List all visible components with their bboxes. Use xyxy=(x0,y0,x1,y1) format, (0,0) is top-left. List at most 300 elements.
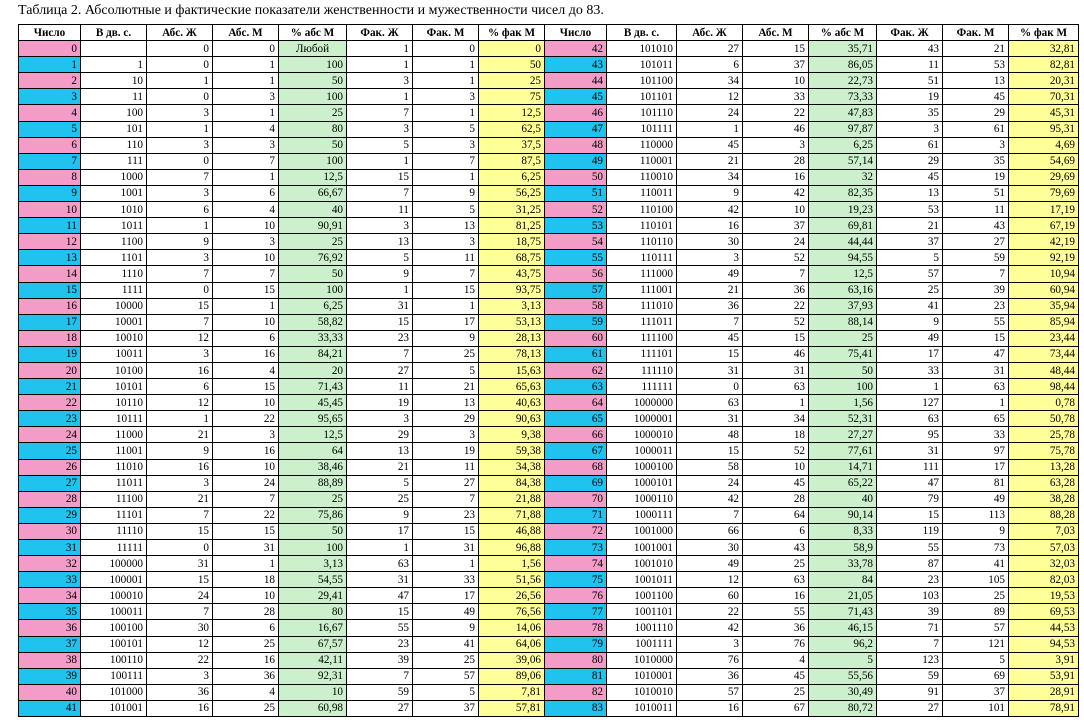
cell-right-binary: 110001 xyxy=(607,153,677,169)
cell-left-abs-m: 16 xyxy=(213,443,279,459)
cell-right-fact-f: 43 xyxy=(877,41,943,57)
cell-left-pct-abs-m: 64 xyxy=(279,443,347,459)
cell-right-fact-f: 27 xyxy=(877,700,943,716)
cell-left-abs-f: 9 xyxy=(147,234,213,250)
cell-right-pct-fact-m: 13,28 xyxy=(1009,459,1079,475)
cell-right-abs-m: 6 xyxy=(743,523,809,539)
cell-right-number: 46 xyxy=(545,105,607,121)
cell-left-number: 19 xyxy=(19,346,81,362)
cell-right-abs-f: 24 xyxy=(677,475,743,491)
cell-left-abs-f: 7 xyxy=(147,266,213,282)
cell-left-binary xyxy=(81,41,147,57)
cell-right-binary: 1001111 xyxy=(607,636,677,652)
cell-right-pct-abs-m: 30,49 xyxy=(809,684,877,700)
cell-right-abs-m: 52 xyxy=(743,250,809,266)
cell-right-fact-f: 23 xyxy=(877,572,943,588)
cell-right-fact-m: 97 xyxy=(943,443,1009,459)
cell-left-pct-fact-m: 76,56 xyxy=(479,604,545,620)
cell-right-pct-fact-m: 35,94 xyxy=(1009,298,1079,314)
cell-right-pct-abs-m: 46,15 xyxy=(809,620,877,636)
cell-right-abs-m: 22 xyxy=(743,105,809,121)
cell-right-pct-abs-m: 1,56 xyxy=(809,395,877,411)
cell-left-abs-m: 4 xyxy=(213,362,279,378)
cell-right-number: 77 xyxy=(545,604,607,620)
cell-left-pct-fact-m: 68,75 xyxy=(479,250,545,266)
cell-right-fact-m: 15 xyxy=(943,330,1009,346)
cell-right-abs-m: 42 xyxy=(743,185,809,201)
cell-left-pct-abs-m: 95,65 xyxy=(279,411,347,427)
cell-right-pct-abs-m: 86,05 xyxy=(809,57,877,73)
cell-left-pct-fact-m: 57,81 xyxy=(479,700,545,716)
cell-left-pct-fact-m: 9,38 xyxy=(479,427,545,443)
cell-left-fact-m: 27 xyxy=(413,475,479,491)
cell-left-fact-m: 0 xyxy=(413,41,479,57)
cell-right-fact-f: 31 xyxy=(877,443,943,459)
cell-left-number: 18 xyxy=(19,330,81,346)
cell-right-pct-fact-m: 25,78 xyxy=(1009,427,1079,443)
cell-right-abs-f: 30 xyxy=(677,540,743,556)
cell-right-fact-m: 11 xyxy=(943,202,1009,218)
cell-right-abs-f: 34 xyxy=(677,73,743,89)
cell-left-abs-m: 7 xyxy=(213,266,279,282)
cell-left-abs-f: 3 xyxy=(147,346,213,362)
col-header: % абс М xyxy=(809,25,877,41)
cell-left-fact-f: 11 xyxy=(347,202,413,218)
cell-right-pct-fact-m: 82,81 xyxy=(1009,57,1079,73)
cell-left-abs-m: 7 xyxy=(213,153,279,169)
cell-left-fact-m: 13 xyxy=(413,395,479,411)
table-row xyxy=(19,298,1079,314)
cell-left-number: 17 xyxy=(19,314,81,330)
cell-right-fact-m: 53 xyxy=(943,57,1009,73)
cell-left-number: 9 xyxy=(19,185,81,201)
cell-left-fact-f: 7 xyxy=(347,668,413,684)
cell-right-fact-m: 105 xyxy=(943,572,1009,588)
cell-right-abs-m: 10 xyxy=(743,202,809,218)
cell-right-binary: 1001010 xyxy=(607,556,677,572)
col-header: В дв. с. xyxy=(81,25,147,41)
cell-left-fact-m: 5 xyxy=(413,121,479,137)
cell-right-fact-f: 127 xyxy=(877,395,943,411)
cell-right-pct-abs-m: 75,41 xyxy=(809,346,877,362)
cell-right-binary: 110110 xyxy=(607,234,677,250)
cell-right-pct-abs-m: 80,72 xyxy=(809,700,877,716)
cell-left-abs-m: 1 xyxy=(213,73,279,89)
cell-left-abs-f: 6 xyxy=(147,202,213,218)
cell-left-fact-m: 1 xyxy=(413,105,479,121)
cell-left-fact-f: 29 xyxy=(347,427,413,443)
cell-left-number: 37 xyxy=(19,636,81,652)
cell-left-abs-m: 10 xyxy=(213,459,279,475)
cell-left-pct-abs-m: 90,91 xyxy=(279,218,347,234)
cell-left-abs-f: 30 xyxy=(147,620,213,636)
cell-right-pct-fact-m: 73,44 xyxy=(1009,346,1079,362)
cell-right-fact-m: 5 xyxy=(943,652,1009,668)
cell-left-abs-f: 0 xyxy=(147,540,213,556)
col-header: % фак М xyxy=(479,25,545,41)
cell-left-fact-f: 1 xyxy=(347,153,413,169)
cell-left-binary: 100110 xyxy=(81,652,147,668)
cell-right-binary: 1001110 xyxy=(607,620,677,636)
table-row xyxy=(19,411,1079,427)
cell-right-binary: 101100 xyxy=(607,73,677,89)
cell-left-fact-f: 1 xyxy=(347,57,413,73)
cell-right-pct-fact-m: 94,53 xyxy=(1009,636,1079,652)
table-row xyxy=(19,556,1079,572)
cell-right-number: 82 xyxy=(545,684,607,700)
cell-left-pct-fact-m: 12,5 xyxy=(479,105,545,121)
cell-left-fact-f: 1 xyxy=(347,41,413,57)
cell-left-fact-m: 9 xyxy=(413,620,479,636)
cell-left-abs-f: 7 xyxy=(147,314,213,330)
table-row xyxy=(19,266,1079,282)
cell-right-abs-f: 60 xyxy=(677,588,743,604)
cell-left-abs-f: 21 xyxy=(147,427,213,443)
cell-left-fact-f: 15 xyxy=(347,604,413,620)
cell-right-fact-f: 123 xyxy=(877,652,943,668)
cell-left-pct-abs-m: 92,31 xyxy=(279,668,347,684)
cell-left-binary: 1010 xyxy=(81,202,147,218)
cell-left-pct-fact-m: 7,81 xyxy=(479,684,545,700)
cell-left-fact-m: 5 xyxy=(413,202,479,218)
cell-right-number: 47 xyxy=(545,121,607,137)
cell-right-binary: 110100 xyxy=(607,202,677,218)
cell-left-pct-fact-m: 39,06 xyxy=(479,652,545,668)
cell-right-number: 51 xyxy=(545,185,607,201)
cell-right-binary: 110010 xyxy=(607,169,677,185)
cell-left-pct-abs-m: 100 xyxy=(279,282,347,298)
cell-left-fact-f: 25 xyxy=(347,491,413,507)
cell-left-fact-f: 21 xyxy=(347,459,413,475)
cell-right-binary: 110111 xyxy=(607,250,677,266)
cell-right-pct-abs-m: 21,05 xyxy=(809,588,877,604)
cell-left-pct-abs-m: 38,46 xyxy=(279,459,347,475)
cell-left-pct-fact-m: 34,38 xyxy=(479,459,545,475)
cell-right-fact-m: 43 xyxy=(943,218,1009,234)
cell-left-number: 4 xyxy=(19,105,81,121)
cell-left-fact-m: 9 xyxy=(413,185,479,201)
cell-left-abs-m: 10 xyxy=(213,588,279,604)
cell-right-fact-f: 45 xyxy=(877,169,943,185)
cell-left-number: 20 xyxy=(19,362,81,378)
cell-left-binary: 11101 xyxy=(81,507,147,523)
cell-right-fact-m: 69 xyxy=(943,668,1009,684)
cell-right-number: 54 xyxy=(545,234,607,250)
cell-left-number: 35 xyxy=(19,604,81,620)
cell-left-pct-fact-m: 1,56 xyxy=(479,556,545,572)
cell-right-binary: 1000010 xyxy=(607,427,677,443)
cell-right-fact-m: 37 xyxy=(943,684,1009,700)
cell-right-fact-m: 113 xyxy=(943,507,1009,523)
col-header: Фак. Ж xyxy=(347,25,413,41)
cell-right-fact-f: 15 xyxy=(877,507,943,523)
cell-right-abs-m: 45 xyxy=(743,668,809,684)
cell-left-abs-m: 25 xyxy=(213,700,279,716)
cell-right-pct-fact-m: 32,03 xyxy=(1009,556,1079,572)
cell-left-abs-f: 3 xyxy=(147,185,213,201)
cell-right-pct-fact-m: 54,69 xyxy=(1009,153,1079,169)
table-row xyxy=(19,540,1079,556)
cell-right-binary: 1001001 xyxy=(607,540,677,556)
cell-right-number: 61 xyxy=(545,346,607,362)
cell-right-binary: 111000 xyxy=(607,266,677,282)
cell-right-number: 49 xyxy=(545,153,607,169)
cell-right-pct-fact-m: 0,78 xyxy=(1009,395,1079,411)
cell-right-pct-abs-m: 44,44 xyxy=(809,234,877,250)
cell-right-binary: 111110 xyxy=(607,362,677,378)
cell-right-pct-fact-m: 45,31 xyxy=(1009,105,1079,121)
cell-left-abs-f: 12 xyxy=(147,636,213,652)
cell-right-pct-abs-m: 19,23 xyxy=(809,202,877,218)
col-header: Число xyxy=(545,25,607,41)
cell-left-fact-f: 3 xyxy=(347,121,413,137)
cell-right-pct-abs-m: 73,33 xyxy=(809,89,877,105)
cell-left-fact-m: 41 xyxy=(413,636,479,652)
cell-left-binary: 1001 xyxy=(81,185,147,201)
cell-right-fact-m: 101 xyxy=(943,700,1009,716)
cell-right-pct-fact-m: 98,44 xyxy=(1009,379,1079,395)
cell-right-fact-f: 1 xyxy=(877,379,943,395)
cell-left-binary: 1110 xyxy=(81,266,147,282)
cell-left-fact-m: 3 xyxy=(413,137,479,153)
cell-left-pct-fact-m: 25 xyxy=(479,73,545,89)
cell-left-fact-m: 17 xyxy=(413,314,479,330)
cell-right-number: 80 xyxy=(545,652,607,668)
cell-left-fact-m: 5 xyxy=(413,684,479,700)
cell-left-fact-f: 27 xyxy=(347,700,413,716)
cell-right-abs-f: 34 xyxy=(677,169,743,185)
cell-right-binary: 101011 xyxy=(607,57,677,73)
cell-left-fact-m: 49 xyxy=(413,604,479,620)
cell-left-pct-abs-m: 3,13 xyxy=(279,556,347,572)
cell-left-binary: 1011 xyxy=(81,218,147,234)
cell-right-pct-fact-m: 23,44 xyxy=(1009,330,1079,346)
cell-right-fact-m: 89 xyxy=(943,604,1009,620)
table-row xyxy=(19,89,1079,105)
cell-right-number: 79 xyxy=(545,636,607,652)
cell-right-abs-f: 21 xyxy=(677,282,743,298)
cell-left-binary: 100101 xyxy=(81,636,147,652)
cell-left-abs-m: 1 xyxy=(213,105,279,121)
cell-right-pct-fact-m: 67,19 xyxy=(1009,218,1079,234)
cell-left-abs-m: 25 xyxy=(213,636,279,652)
cell-left-pct-fact-m: 89,06 xyxy=(479,668,545,684)
cell-left-binary: 101001 xyxy=(81,700,147,716)
cell-left-number: 12 xyxy=(19,234,81,250)
cell-right-pct-abs-m: 71,43 xyxy=(809,604,877,620)
table-row xyxy=(19,443,1079,459)
cell-right-fact-f: 39 xyxy=(877,604,943,620)
cell-right-pct-fact-m: 38,28 xyxy=(1009,491,1079,507)
cell-right-fact-f: 79 xyxy=(877,491,943,507)
cell-right-fact-m: 63 xyxy=(943,379,1009,395)
cell-right-number: 78 xyxy=(545,620,607,636)
cell-left-abs-f: 7 xyxy=(147,604,213,620)
cell-right-pct-fact-m: 85,94 xyxy=(1009,314,1079,330)
cell-right-abs-f: 76 xyxy=(677,652,743,668)
cell-left-abs-m: 15 xyxy=(213,282,279,298)
table-row xyxy=(19,636,1079,652)
cell-left-pct-fact-m: 87,5 xyxy=(479,153,545,169)
cell-left-fact-f: 15 xyxy=(347,314,413,330)
cell-left-abs-f: 15 xyxy=(147,523,213,539)
table-row xyxy=(19,379,1079,395)
cell-left-abs-f: 16 xyxy=(147,362,213,378)
col-header: Абс. М xyxy=(213,25,279,41)
cell-right-fact-m: 61 xyxy=(943,121,1009,137)
cell-left-binary: 11110 xyxy=(81,523,147,539)
cell-left-abs-m: 4 xyxy=(213,202,279,218)
cell-left-abs-m: 10 xyxy=(213,218,279,234)
cell-right-fact-m: 39 xyxy=(943,282,1009,298)
cell-left-pct-abs-m: 45,45 xyxy=(279,395,347,411)
cell-left-fact-m: 21 xyxy=(413,379,479,395)
cell-right-fact-f: 19 xyxy=(877,89,943,105)
cell-left-abs-m: 4 xyxy=(213,684,279,700)
col-header: Число xyxy=(19,25,81,41)
cell-left-fact-f: 63 xyxy=(347,556,413,572)
cell-right-fact-m: 19 xyxy=(943,169,1009,185)
cell-right-binary: 1001101 xyxy=(607,604,677,620)
cell-right-fact-f: 61 xyxy=(877,137,943,153)
cell-left-binary: 11001 xyxy=(81,443,147,459)
cell-right-abs-f: 58 xyxy=(677,459,743,475)
table-row xyxy=(19,169,1079,185)
table-row xyxy=(19,572,1079,588)
cell-right-pct-fact-m: 17,19 xyxy=(1009,202,1079,218)
cell-left-abs-m: 10 xyxy=(213,314,279,330)
cell-left-pct-fact-m: 31,25 xyxy=(479,202,545,218)
cell-left-pct-fact-m: 64,06 xyxy=(479,636,545,652)
cell-right-pct-fact-m: 3,91 xyxy=(1009,652,1079,668)
cell-left-pct-abs-m: 71,43 xyxy=(279,379,347,395)
cell-right-pct-abs-m: 90,14 xyxy=(809,507,877,523)
cell-right-fact-m: 121 xyxy=(943,636,1009,652)
cell-left-binary: 111 xyxy=(81,153,147,169)
cell-right-fact-m: 29 xyxy=(943,105,1009,121)
cell-left-number: 25 xyxy=(19,443,81,459)
table-row xyxy=(19,427,1079,443)
cell-left-number: 15 xyxy=(19,282,81,298)
cell-right-pct-abs-m: 77,61 xyxy=(809,443,877,459)
table-row xyxy=(19,202,1079,218)
cell-right-number: 75 xyxy=(545,572,607,588)
cell-left-fact-f: 3 xyxy=(347,73,413,89)
cell-right-abs-m: 15 xyxy=(743,41,809,57)
col-header: Абс. Ж xyxy=(147,25,213,41)
cell-right-fact-f: 3 xyxy=(877,121,943,137)
cell-right-binary: 111010 xyxy=(607,298,677,314)
cell-right-abs-m: 33 xyxy=(743,89,809,105)
cell-left-abs-m: 1 xyxy=(213,556,279,572)
cell-right-number: 72 xyxy=(545,523,607,539)
cell-left-pct-abs-m: 80 xyxy=(279,604,347,620)
cell-left-abs-m: 31 xyxy=(213,540,279,556)
cell-left-pct-fact-m: 26,56 xyxy=(479,588,545,604)
table-row xyxy=(19,459,1079,475)
cell-left-number: 5 xyxy=(19,121,81,137)
cell-right-fact-m: 57 xyxy=(943,620,1009,636)
cell-right-pct-fact-m: 79,69 xyxy=(1009,185,1079,201)
cell-left-fact-m: 3 xyxy=(413,89,479,105)
cell-left-pct-fact-m: 40,63 xyxy=(479,395,545,411)
cell-right-binary: 1000101 xyxy=(607,475,677,491)
cell-left-pct-abs-m: 12,5 xyxy=(279,169,347,185)
cell-left-binary: 11 xyxy=(81,89,147,105)
cell-right-binary: 1010011 xyxy=(607,700,677,716)
cell-left-fact-f: 3 xyxy=(347,218,413,234)
cell-right-pct-fact-m: 50,78 xyxy=(1009,411,1079,427)
cell-left-abs-m: 15 xyxy=(213,379,279,395)
cell-left-number: 16 xyxy=(19,298,81,314)
cell-right-abs-m: 31 xyxy=(743,362,809,378)
cell-right-abs-f: 42 xyxy=(677,491,743,507)
cell-left-binary: 100111 xyxy=(81,668,147,684)
cell-left-pct-abs-m: 100 xyxy=(279,89,347,105)
cell-left-pct-abs-m: 20 xyxy=(279,362,347,378)
cell-left-abs-f: 0 xyxy=(147,282,213,298)
cell-left-abs-f: 3 xyxy=(147,668,213,684)
cell-right-abs-m: 46 xyxy=(743,346,809,362)
cell-left-fact-m: 9 xyxy=(413,330,479,346)
cell-left-pct-abs-m: 6,25 xyxy=(279,298,347,314)
cell-left-pct-abs-m: 50 xyxy=(279,523,347,539)
cell-right-fact-f: 17 xyxy=(877,346,943,362)
cell-left-number: 7 xyxy=(19,153,81,169)
cell-left-pct-fact-m: 21,88 xyxy=(479,491,545,507)
cell-left-abs-m: 3 xyxy=(213,137,279,153)
cell-left-binary: 10000 xyxy=(81,298,147,314)
cell-left-number: 31 xyxy=(19,540,81,556)
cell-left-binary: 1101 xyxy=(81,250,147,266)
cell-right-pct-abs-m: 100 xyxy=(809,379,877,395)
cell-left-abs-m: 16 xyxy=(213,346,279,362)
table-row xyxy=(19,700,1079,716)
cell-right-pct-fact-m: 95,31 xyxy=(1009,121,1079,137)
table-row xyxy=(19,668,1079,684)
cell-right-pct-abs-m: 50 xyxy=(809,362,877,378)
cell-left-pct-fact-m: 59,38 xyxy=(479,443,545,459)
cell-right-fact-m: 47 xyxy=(943,346,1009,362)
cell-right-fact-f: 119 xyxy=(877,523,943,539)
cell-right-fact-m: 81 xyxy=(943,475,1009,491)
cell-left-binary: 10011 xyxy=(81,346,147,362)
cell-left-fact-m: 33 xyxy=(413,572,479,588)
cell-right-pct-abs-m: 6,25 xyxy=(809,137,877,153)
cell-left-pct-fact-m: 53,13 xyxy=(479,314,545,330)
cell-left-fact-f: 5 xyxy=(347,137,413,153)
cell-left-number: 26 xyxy=(19,459,81,475)
cell-right-fact-m: 45 xyxy=(943,89,1009,105)
cell-right-fact-f: 35 xyxy=(877,105,943,121)
cell-right-abs-f: 16 xyxy=(677,218,743,234)
cell-right-abs-f: 12 xyxy=(677,572,743,588)
cell-left-fact-m: 57 xyxy=(413,668,479,684)
cell-right-pct-fact-m: 63,28 xyxy=(1009,475,1079,491)
cell-left-pct-fact-m: 50 xyxy=(479,57,545,73)
cell-right-binary: 110011 xyxy=(607,185,677,201)
cell-left-number: 32 xyxy=(19,556,81,572)
cell-right-pct-abs-m: 14,71 xyxy=(809,459,877,475)
cell-left-fact-f: 11 xyxy=(347,379,413,395)
cell-left-abs-m: 15 xyxy=(213,523,279,539)
cell-right-abs-f: 1 xyxy=(677,121,743,137)
cell-right-binary: 101010 xyxy=(607,41,677,57)
cell-right-abs-f: 49 xyxy=(677,556,743,572)
cell-right-pct-abs-m: 55,56 xyxy=(809,668,877,684)
cell-left-binary: 100001 xyxy=(81,572,147,588)
cell-right-abs-f: 42 xyxy=(677,202,743,218)
